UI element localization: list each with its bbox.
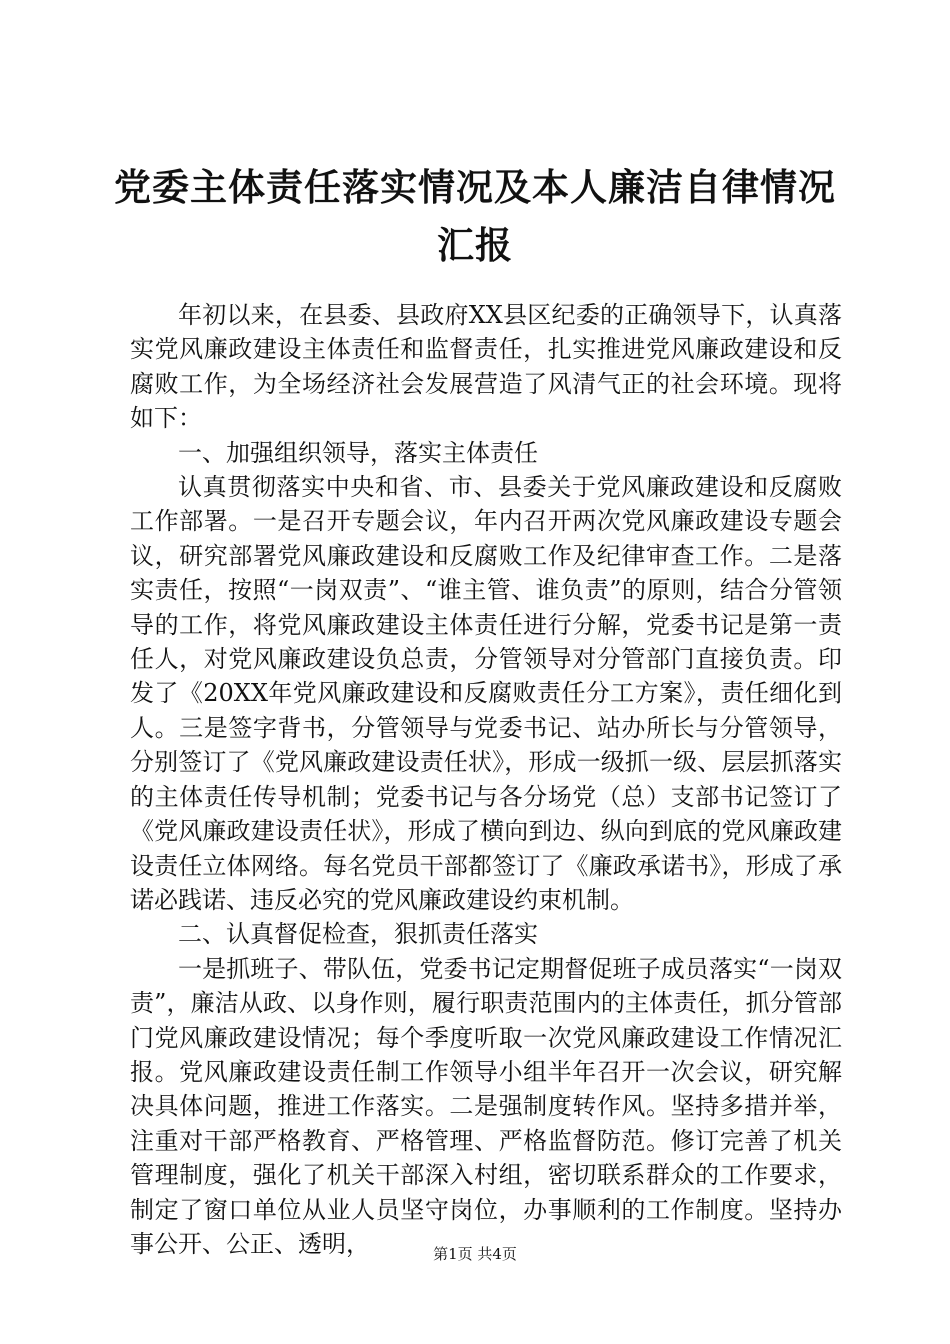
document-title: 党委主体责任落实情况及本人廉洁自律情况汇报 — [114, 165, 836, 267]
section-2-paragraph: 一是抓班子、带队伍，党委书记定期督促班子成员落实“一岗双责”，廉洁从政、以身作则，履行职责范围内的主体责任，抓分管部门党风廉政建设情况；每个季度听取一次党风廉政建设工作情况汇报。党风廉政建设责任制工作领导小组半年召开一次会议，研究解决具体问题，推进工作落实。二是强制度转作风。坚持多措并举，注重对干部严格教育、严格管理、严格监督防范。修订完善了机关管理制度，强化了机关干部深入村组，密切联系群众的工作要求，制定了窗口单位从业人员坚守岗位，办事顺利的工作制度。坚持办事公开、公正、透明， — [130, 954, 842, 1258]
section-1-paragraph: 认真贯彻落实中央和省、市、县委关于党风廉政建设和反腐败工作部署。一是召开专题会议，年内召开两次党风廉政建设专题会议，研究部署党风廉政建设和反腐败工作及纪律审查工作。二是落实责任，按照“一岗双责”、“谁主管、谁负责”的原则，结合分管领导的工作，将党风廉政建设主体责任进行分解，党委书记是第一责任人，对党风廉政建设负总责，分管领导对分管部门直接负责。印发了《20XX年党风廉政建设和反腐败责任分工方案》，责任细化到人。三是签字背书，分管领导与党委书记、站办所长与分管领导，分别签订了《党风廉政建设责任状》，形成一级抓一级、层层抓落实的主体责任传导机制；党委书记与各分场党（总）支部书记签订了《党风廉政建设责任状》，形成了横向到边、纵向到底的党风廉政建设责任立体网络。每名党员干部都签订了《廉政承诺书》，形成了承诺必践诺、违反必究的党风廉政建设约束机制。 — [130, 473, 842, 914]
section-heading-2: 二、认真督促检查，狠抓责任落实 — [178, 920, 538, 949]
document-body — [130, 298, 842, 1261]
section-heading-1: 一、加强组织领导，落实主体责任 — [178, 438, 538, 467]
intro-paragraph: 年初以来，在县委、县政府XX县区纪委的正确领导下，认真落实党风廉政建设主体责任和监督责任，扎实推进党风廉政建设和反腐败工作，为全场经济社会发展营造了风清气正的社会环境。现将如下： — [130, 301, 842, 433]
page-footer: 第1页 共4页 — [433, 1245, 517, 1263]
